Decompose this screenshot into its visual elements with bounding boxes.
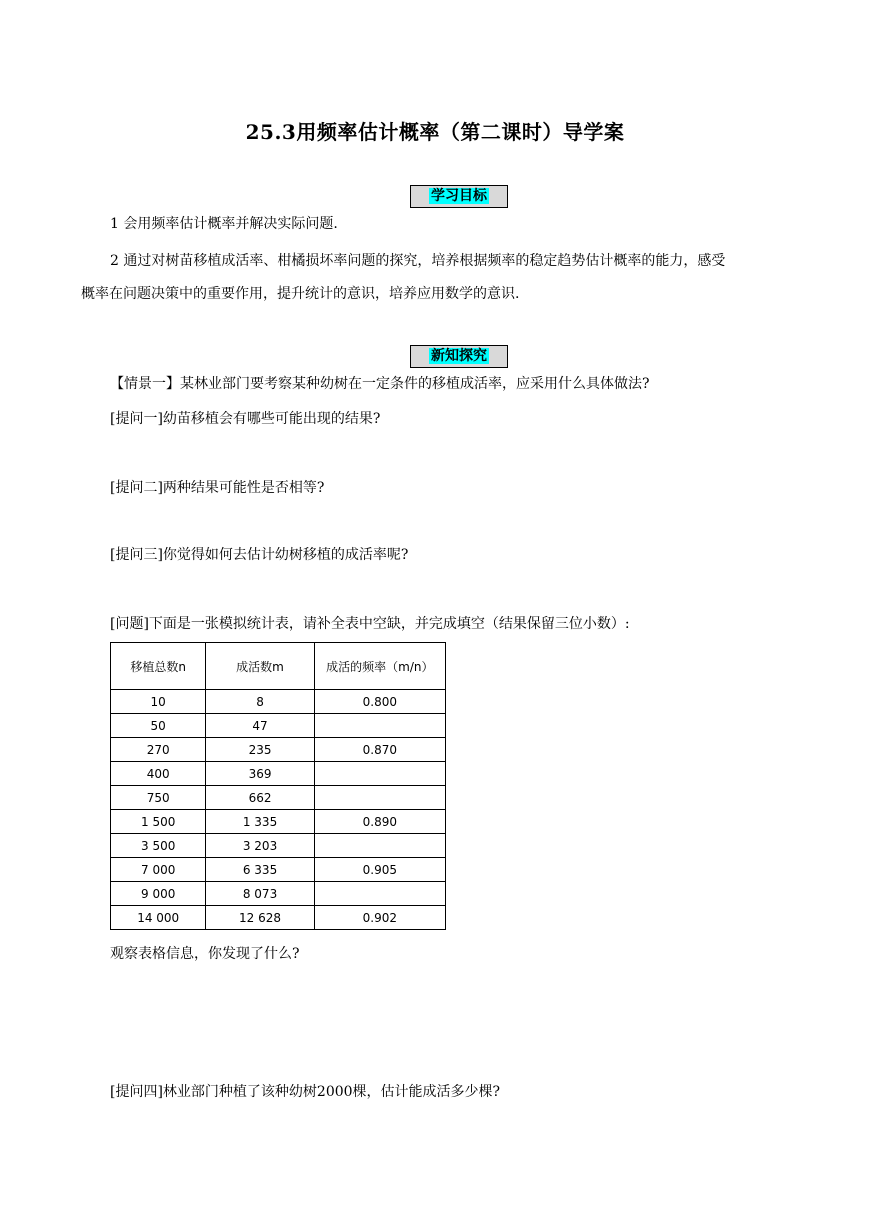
table-header-row (111, 643, 446, 690)
table-row (111, 738, 446, 762)
cell-survived: 662 (206, 786, 314, 810)
goal-2-line-1: 2 通过对树苗移植成活率、柑橘损坏率问题的探究，培养根据频率的稳定趋势估计概率的能力，感受 (110, 253, 726, 269)
cell-survived: 8 073 (206, 882, 314, 906)
cell-survived: 1 335 (206, 810, 314, 834)
table-row (111, 882, 446, 906)
cell-survived: 6 335 (206, 858, 314, 882)
survival-rate-table (110, 642, 446, 930)
table-row (111, 858, 446, 882)
header-frequency: 成活的频率（m/n） (314, 643, 445, 690)
cell-total: 3 500 (111, 834, 206, 858)
cell-frequency: 0.905 (314, 858, 445, 882)
table-row (111, 714, 446, 738)
cell-survived: 8 (206, 690, 314, 714)
cell-total: 7 000 (111, 858, 206, 882)
cell-total: 270 (111, 738, 206, 762)
problem-statement: [问题]下面是一张模拟统计表，请补全表中空缺，并完成填空（结果保留三位小数）: (110, 616, 630, 632)
question-four: [提问四]林业部门种植了该种幼树2000棵，估计能成活多少棵? (110, 1084, 501, 1100)
table-row (111, 762, 446, 786)
cell-total: 10 (111, 690, 206, 714)
cell-frequency: 0.800 (314, 690, 445, 714)
observe-prompt: 观察表格信息，你发现了什么? (110, 946, 300, 962)
cell-survived: 12 628 (206, 906, 314, 930)
header-survived: 成活数m (206, 643, 314, 690)
cell-total: 400 (111, 762, 206, 786)
cell-frequency (314, 882, 445, 906)
cell-total: 1 500 (111, 810, 206, 834)
cell-frequency (314, 786, 445, 810)
table-row (111, 906, 446, 930)
cell-frequency: 0.890 (314, 810, 445, 834)
section-heading-explore-label: 新知探究 (431, 348, 487, 364)
cell-total: 9 000 (111, 882, 206, 906)
cell-survived: 235 (206, 738, 314, 762)
scenario-one: 【情景一】某林业部门要考察某种幼树在一定条件的移植成活率，应采用什么具体做法? (110, 376, 650, 392)
cell-frequency (314, 714, 445, 738)
question-three: [提问三]你觉得如何去估计幼树移植的成活率呢? (110, 547, 409, 563)
section-heading-goals-label: 学习目标 (431, 188, 487, 204)
question-one: [提问一]幼苗移植会有哪些可能出现的结果? (110, 411, 381, 427)
table-row (111, 786, 446, 810)
cell-frequency: 0.902 (314, 906, 445, 930)
cell-frequency (314, 762, 445, 786)
goal-1: 1 会用频率估计概率并解决实际问题. (110, 216, 338, 232)
cell-survived: 3 203 (206, 834, 314, 858)
cell-survived: 369 (206, 762, 314, 786)
cell-total: 50 (111, 714, 206, 738)
question-two: [提问二]两种结果可能性是否相等? (110, 480, 325, 496)
cell-total: 14 000 (111, 906, 206, 930)
cell-frequency (314, 834, 445, 858)
section-heading-explore (410, 345, 508, 368)
table-row (111, 690, 446, 714)
cell-survived: 47 (206, 714, 314, 738)
goal-2-line-2: 概率在问题决策中的重要作用，提升统计的意识，培养应用数学的意识. (81, 286, 520, 302)
cell-frequency: 0.870 (314, 738, 445, 762)
table-row (111, 810, 446, 834)
cell-total: 750 (111, 786, 206, 810)
section-heading-goals (410, 185, 508, 208)
table-row (111, 834, 446, 858)
page-title: 25.3用频率估计概率（第二课时）导学案 (245, 120, 625, 144)
header-total: 移植总数n (111, 643, 206, 690)
